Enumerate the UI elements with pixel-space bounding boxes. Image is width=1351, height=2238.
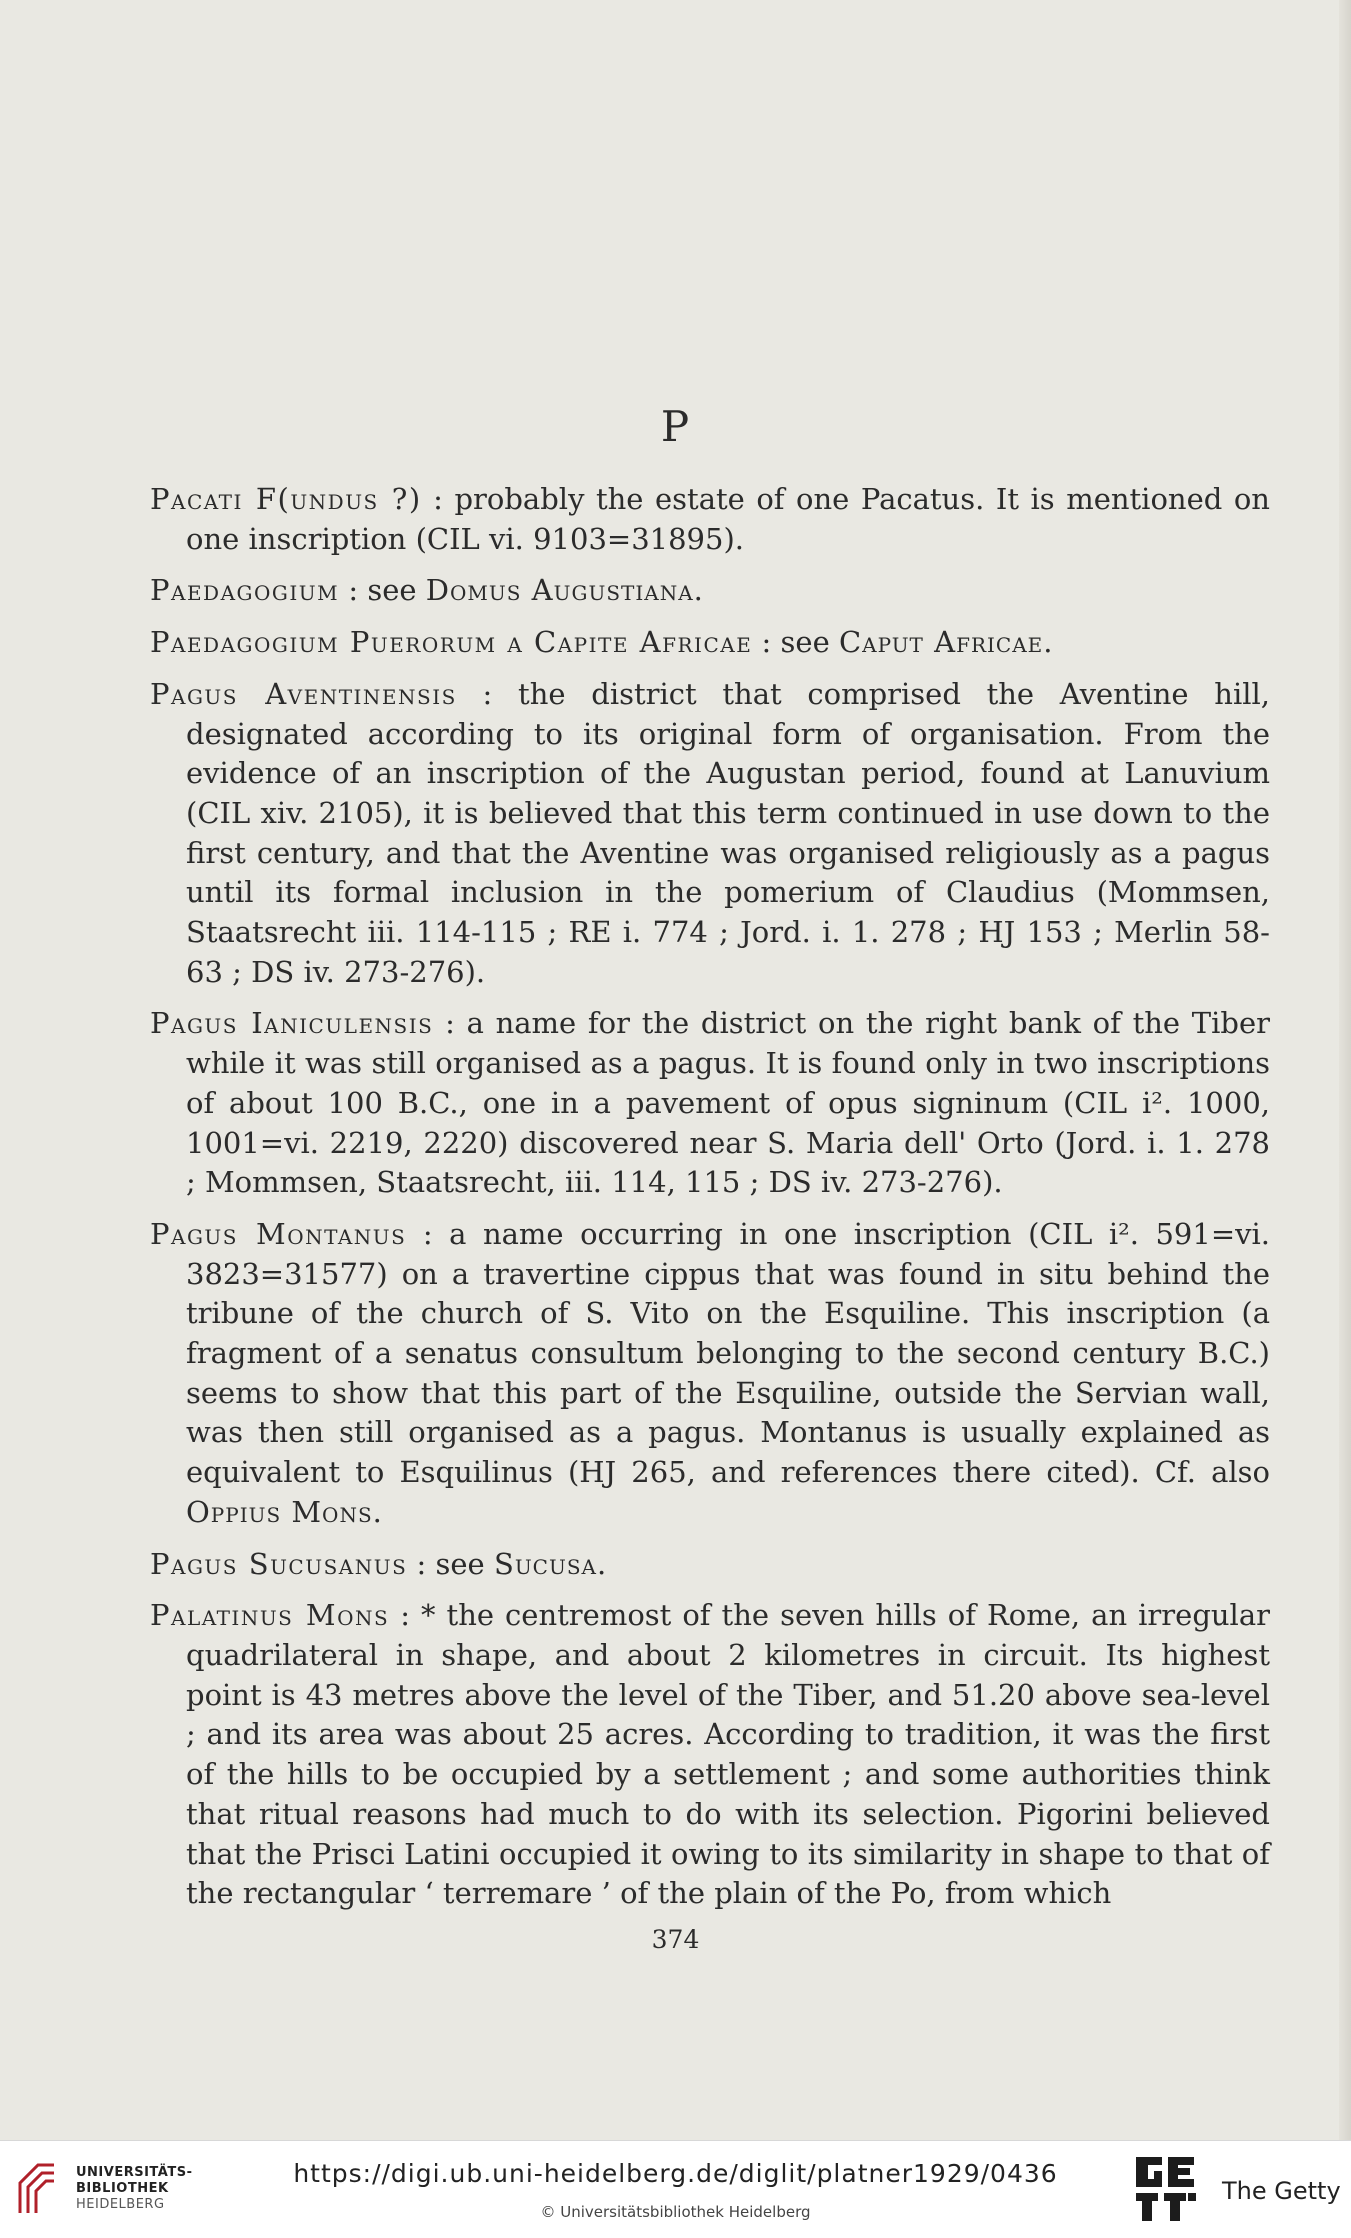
sponsor-name: The Getty: [1222, 2177, 1341, 2205]
getty-logo-icon: [1134, 2155, 1198, 2223]
entry: [150, 571, 1270, 611]
entry-separator: :: [406, 1216, 450, 1251]
dictionary-entries: [150, 480, 1270, 1926]
entry-text: see: [435, 1546, 494, 1581]
entry: [150, 1215, 1270, 1533]
entry-headword: Paedagogium Puerorum a Capite Africae: [150, 625, 753, 660]
entry: [150, 480, 1270, 559]
entry-separator: :: [456, 676, 519, 711]
entry-headword: Pacati F(undus ?): [150, 482, 422, 516]
entry-separator: :: [421, 482, 455, 516]
entry-separator: :: [407, 1546, 436, 1581]
entry-separator: :: [433, 1006, 467, 1041]
entry-tail: .: [372, 1494, 382, 1529]
entry-text: see: [367, 573, 426, 608]
entry-separator: : *: [389, 1598, 447, 1633]
entry-separator: :: [752, 625, 781, 660]
entry-text: probably the estate of one Pacatus. It is mentioned on one inscription (CIL vi. 9103=31895).: [186, 482, 1270, 556]
entry: [150, 623, 1270, 663]
entry-headword: Paedagogium: [150, 573, 340, 608]
viewer-footer: [0, 2140, 1351, 2238]
entry: [150, 1004, 1270, 1203]
entry: [150, 675, 1270, 993]
entry-headword: Pagus Ianiculensis: [150, 1006, 434, 1041]
entry: [150, 1545, 1270, 1585]
entry-text: a name for the district on the right bank of the Tiber while it was still organised as a pagus. It is found only in two inscriptions of about 100 B.C., one in a pavement of opus signinum (CIL i². 1000, 1001=vi. 2219, 2220) discovered near S. Maria dell' Orto (Jord. i. 1. 278 ; Mommsen, Staatsrecht, iii. 114, 115 ; DS iv. 273-276).: [186, 1006, 1270, 1200]
section-letter: P: [660, 402, 691, 451]
entry-headword: Pagus Montanus: [150, 1216, 407, 1251]
entry-tail: .: [693, 573, 703, 608]
page-edge: [1339, 0, 1351, 2140]
entry-headword: Pagus Aventinensis: [150, 676, 457, 711]
entry-tail: .: [596, 1546, 607, 1581]
entry-headword: Pagus Sucusanus: [150, 1546, 408, 1581]
copyright-notice: © Universitätsbibliothek Heidelberg: [540, 2203, 811, 2221]
entry-tail: .: [1043, 625, 1053, 660]
entry-text: the centremost of the seven hills of Rome, an irregular quadrilateral in shape, and about 2 kilometres in circuit. Its highest point is 43 metres above the level of the Tiber, and 51.20 above sea-level ; and its area was about 25 acres. According to tradition, it was the first of the hills to be occupied by a settlement ; and some authorities think that ritual reasons had much to do with its selection. Pigorini believed that the Prisci Latini occupied it owing to its similarity in shape to that of the rectangular ‘ terremare ’ of the plain of the Po, from which: [186, 1598, 1270, 1911]
library-name-line: UNIVERSITÄTS-: [76, 2165, 193, 2180]
entry-text: see: [780, 625, 839, 660]
library-name-line: BIBLIOTHEK: [76, 2181, 169, 2196]
entry-headword: Palatinus Mons: [150, 1598, 390, 1633]
entry-separator: :: [339, 573, 368, 608]
entry-cross-reference: Oppius Mons: [186, 1494, 373, 1529]
permalink-url[interactable]: https://digi.ub.uni-heidelberg.de/diglit/platner1929/0436: [293, 2159, 1058, 2188]
entry-cross-reference: Caput Africae: [838, 625, 1044, 660]
entry: [150, 1596, 1270, 1914]
entry-cross-reference: Domus Augustiana: [425, 573, 694, 608]
entry-cross-reference: Sucusa: [493, 1546, 597, 1581]
page-number: 374: [651, 1925, 700, 1954]
entry-text: a name occurring in one inscription (CIL i². 591=vi. 3823=31577) on a travertine cippus that was found in situ behind the tribune of the church of S. Vito on the Esquiline. This inscription (a fragment of a senatus consultum belonging to the second century B.C.) seems to show that this part of the Esquiline, outside the Servian wall, was then still organised as a pagus. Montanus is usually explained as equivalent to Esquilinus (HJ 265, and references there cited). Cf. also: [186, 1216, 1271, 1490]
entry-text: the district that comprised the Aventine hill, designated according to its original form of organisation. From the evidence of an inscription of the Augustan period, found at Lanuvium (CIL xiv. 2105), it is believed that this term continued in use down to the first century, and that the Aventine was organised religiously as a pagus until its formal inclusion in the pomerium of Claudius (Mommsen, Staatsrecht iii. 114-115 ; RE i. 774 ; Jord. i. 1. 278 ; HJ 153 ; Merlin 58-63 ; DS iv. 273-276).: [186, 676, 1270, 989]
library-name-line: HEIDELBERG: [76, 2197, 165, 2212]
